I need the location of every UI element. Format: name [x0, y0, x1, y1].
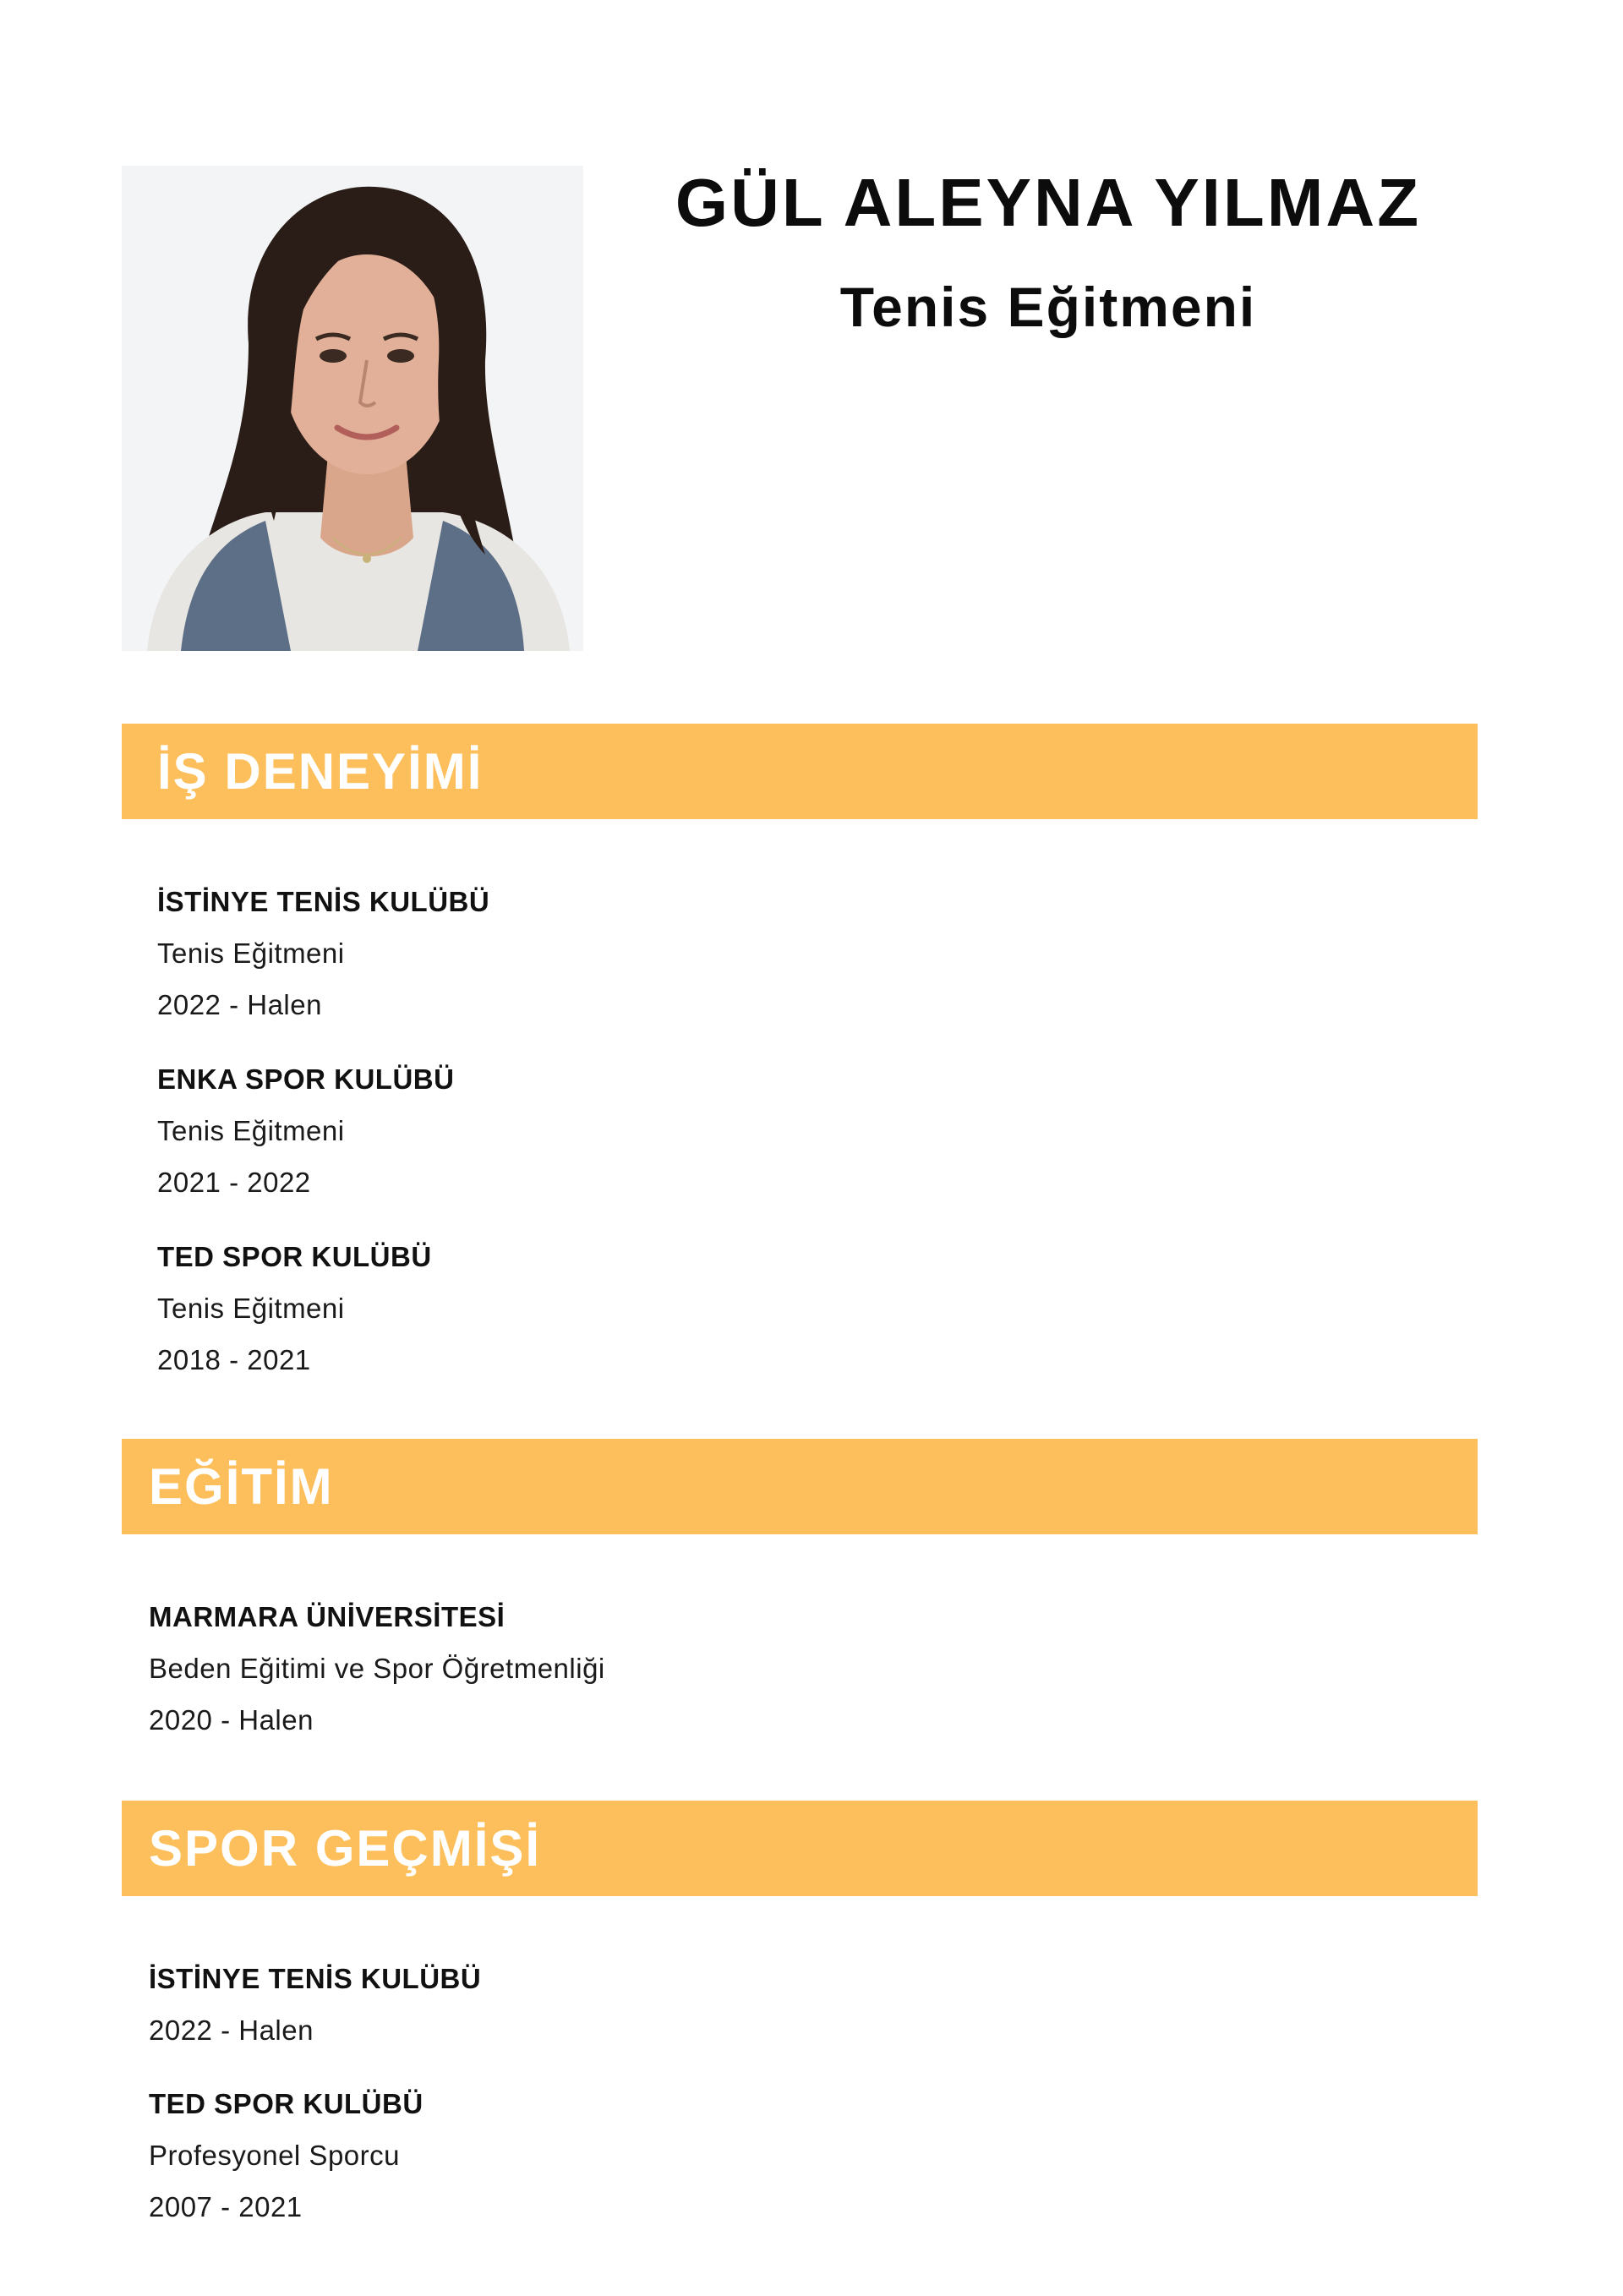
experience-role: Tenis Eğitmeni	[157, 938, 345, 969]
experience-role: Tenis Eğitmeni	[157, 1115, 345, 1146]
experience-item	[157, 1243, 432, 1397]
experience-org: TED SPOR KULÜBÜ	[157, 1241, 432, 1272]
education-program: Beden Eğitimi ve Spor Öğretmenliği	[149, 1653, 605, 1684]
education-period: 2020 - Halen	[149, 1704, 314, 1736]
education-item	[149, 1603, 605, 1758]
education-org: MARMARA ÜNİVERSİTESİ	[149, 1601, 505, 1632]
section-header-education	[122, 1439, 1478, 1534]
candidate-title: Tenis Eğitmeni	[839, 276, 1257, 338]
experience-role: Tenis Eğitmeni	[157, 1293, 345, 1324]
section-title-sports: SPOR GEÇMİŞİ	[149, 1819, 542, 1877]
sports-period: 2007 - 2021	[149, 2191, 303, 2222]
section-title-experience: İŞ DENEYİMİ	[157, 742, 484, 800]
experience-org: İSTİNYE TENİS KULÜBÜ	[157, 886, 490, 917]
experience-item	[157, 888, 489, 1042]
section-header-sports	[122, 1801, 1478, 1896]
experience-item	[157, 1065, 454, 1220]
experience-period: 2018 - 2021	[157, 1344, 311, 1375]
section-header-experience	[122, 724, 1478, 819]
sports-org: TED SPOR KULÜBÜ	[149, 2088, 424, 2119]
candidate-name: GÜL ALEYNA YILMAZ	[675, 165, 1422, 240]
section-title-education: EĞİTİM	[149, 1457, 334, 1515]
experience-org: ENKA SPOR KULÜBÜ	[157, 1063, 455, 1095]
sports-item	[149, 1965, 481, 2068]
experience-period: 2021 - 2022	[157, 1167, 311, 1198]
sports-role: Profesyonel Sporcu	[149, 2140, 400, 2171]
sports-period: 2022 - Halen	[149, 2014, 314, 2046]
sports-org: İSTİNYE TENİS KULÜBÜ	[149, 1963, 482, 1994]
experience-period: 2022 - Halen	[157, 989, 322, 1020]
sports-item	[149, 2090, 424, 2244]
profile-photo	[122, 166, 583, 651]
